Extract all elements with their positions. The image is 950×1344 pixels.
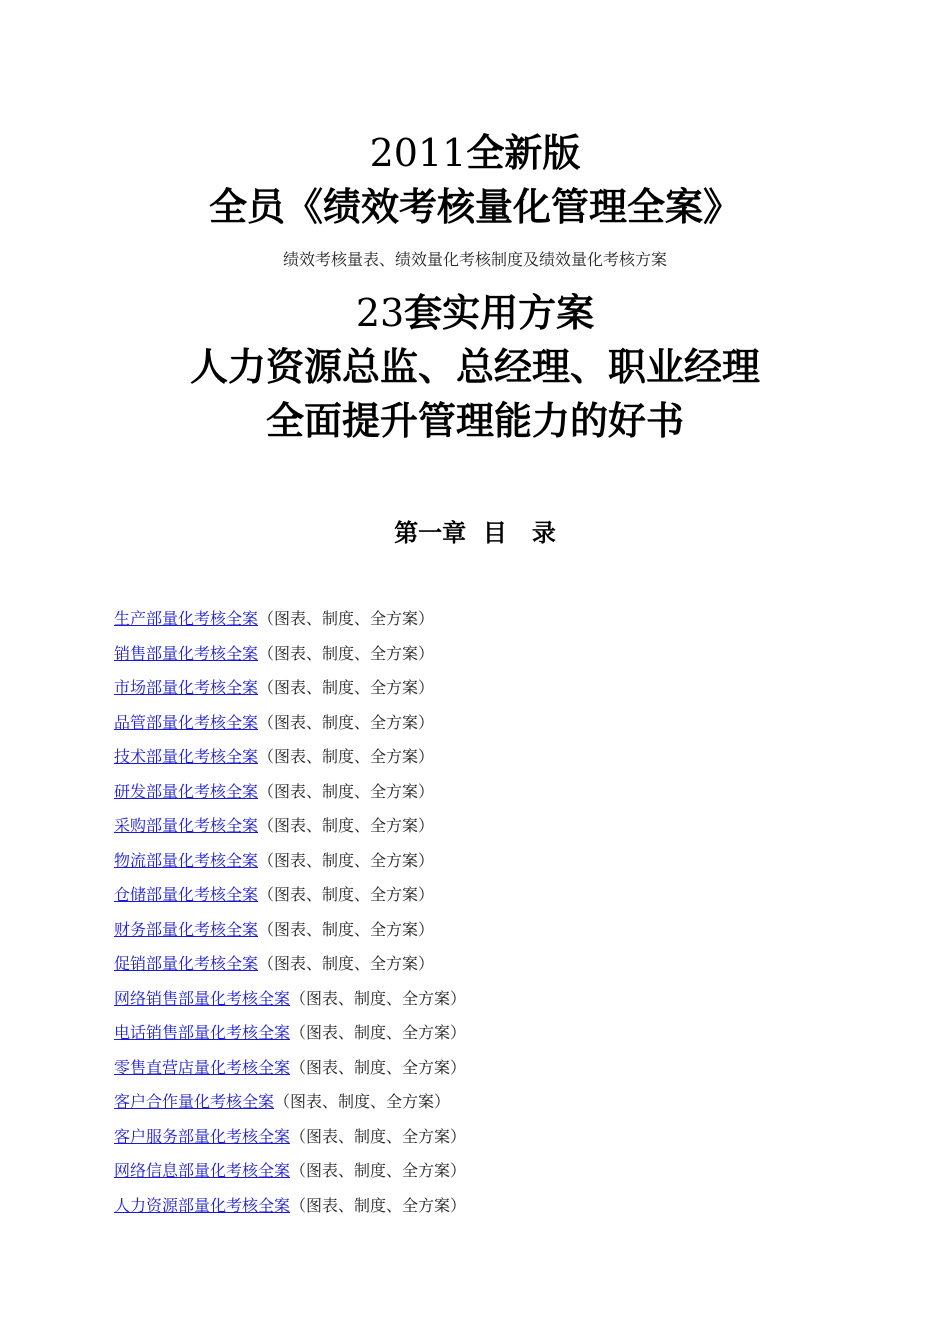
- title-line-3: [0, 286, 950, 340]
- toc-item-suffix: （图表、制度、全方案）: [290, 1057, 467, 1077]
- title-line-5: 全面提升管理能力的好书: [265, 398, 684, 443]
- toc-link[interactable]: 采购部量化考核全案: [114, 816, 259, 835]
- toc-item: [114, 1122, 466, 1157]
- toc-link[interactable]: 促销部量化考核全案: [114, 954, 259, 973]
- title-line-4: 人力资源总监、总经理、职业经理: [189, 344, 760, 389]
- title-edition: 全新版: [466, 130, 581, 175]
- toc-item-suffix: （图表、制度、全方案）: [258, 609, 435, 628]
- toc-link[interactable]: 电话销售部量化考核全案: [114, 1023, 291, 1042]
- toc-item: [114, 639, 466, 674]
- title-count: 23: [355, 291, 405, 335]
- toc-item-suffix: （图表、制度、全方案）: [274, 1092, 451, 1111]
- toc-item: [114, 880, 466, 915]
- toc-link[interactable]: 生产部量化考核全案: [114, 609, 259, 628]
- title-line-1: [0, 126, 950, 180]
- toc-link[interactable]: 客户服务部量化考核全案: [114, 1126, 291, 1146]
- toc-link[interactable]: 人力资源部量化考核全案: [114, 1195, 291, 1215]
- toc-link[interactable]: 财务部量化考核全案: [114, 919, 259, 939]
- toc-item-suffix: （图表、制度、全方案）: [290, 1195, 467, 1215]
- toc-item: [114, 915, 466, 950]
- toc-item-suffix: （图表、制度、全方案）: [258, 954, 435, 973]
- chapter-heading: 第一章 目 录: [394, 518, 556, 547]
- toc-item: [114, 1018, 466, 1053]
- toc-item: [114, 604, 466, 639]
- toc-link[interactable]: 网络销售部量化考核全案: [114, 988, 291, 1008]
- toc-item-suffix: （图表、制度、全方案）: [290, 1161, 467, 1180]
- toc-item-suffix: （图表、制度、全方案）: [258, 885, 435, 904]
- title-line-2: 全员《绩效考核量化管理全案》: [208, 184, 741, 229]
- toc-item: [114, 811, 466, 846]
- toc-item-suffix: （图表、制度、全方案）: [258, 850, 435, 870]
- toc-item-suffix: （图表、制度、全方案）: [258, 816, 435, 835]
- title-plans: 套实用方案: [404, 290, 595, 335]
- toc-link[interactable]: 技术部量化考核全案: [114, 747, 259, 766]
- toc-item: [114, 777, 466, 812]
- table-of-contents: [114, 604, 466, 1225]
- toc-item: [114, 1053, 466, 1088]
- toc-item-suffix: （图表、制度、全方案）: [258, 678, 435, 697]
- toc-item: [114, 742, 466, 777]
- toc-item: [114, 708, 466, 743]
- toc-link[interactable]: 市场部量化考核全案: [114, 678, 259, 697]
- toc-item: [114, 984, 466, 1019]
- toc-item-suffix: （图表、制度、全方案）: [290, 1023, 467, 1042]
- toc-item: [114, 1156, 466, 1191]
- toc-item: [114, 846, 466, 881]
- toc-link[interactable]: 仓储部量化考核全案: [114, 885, 259, 904]
- toc-link[interactable]: 客户合作量化考核全案: [114, 1092, 275, 1111]
- toc-item-suffix: （图表、制度、全方案）: [290, 1126, 467, 1146]
- toc-item-suffix: （图表、制度、全方案）: [258, 712, 435, 732]
- toc-item: [114, 1191, 466, 1226]
- title-block-bottom: [0, 286, 950, 448]
- toc-link[interactable]: 网络信息部量化考核全案: [114, 1161, 291, 1180]
- toc-item-suffix: （图表、制度、全方案）: [258, 643, 435, 663]
- title-year: 2011: [369, 131, 467, 175]
- toc-link[interactable]: 物流部量化考核全案: [114, 850, 259, 870]
- toc-link[interactable]: 品管部量化考核全案: [114, 712, 259, 732]
- toc-item: [114, 1087, 466, 1122]
- toc-item-suffix: （图表、制度、全方案）: [258, 747, 435, 766]
- toc-item: [114, 949, 466, 984]
- toc-item-suffix: （图表、制度、全方案）: [258, 781, 435, 801]
- title-block-top: [0, 126, 950, 234]
- subtitle: 绩效考核量表、绩效量化考核制度及绩效量化考核方案: [282, 250, 667, 269]
- toc-link[interactable]: 研发部量化考核全案: [114, 781, 259, 801]
- toc-link[interactable]: 销售部量化考核全案: [114, 643, 259, 663]
- toc-link[interactable]: 零售直营店量化考核全案: [114, 1057, 291, 1077]
- toc-item-suffix: （图表、制度、全方案）: [258, 919, 435, 939]
- toc-item-suffix: （图表、制度、全方案）: [290, 988, 467, 1008]
- toc-item: [114, 673, 466, 708]
